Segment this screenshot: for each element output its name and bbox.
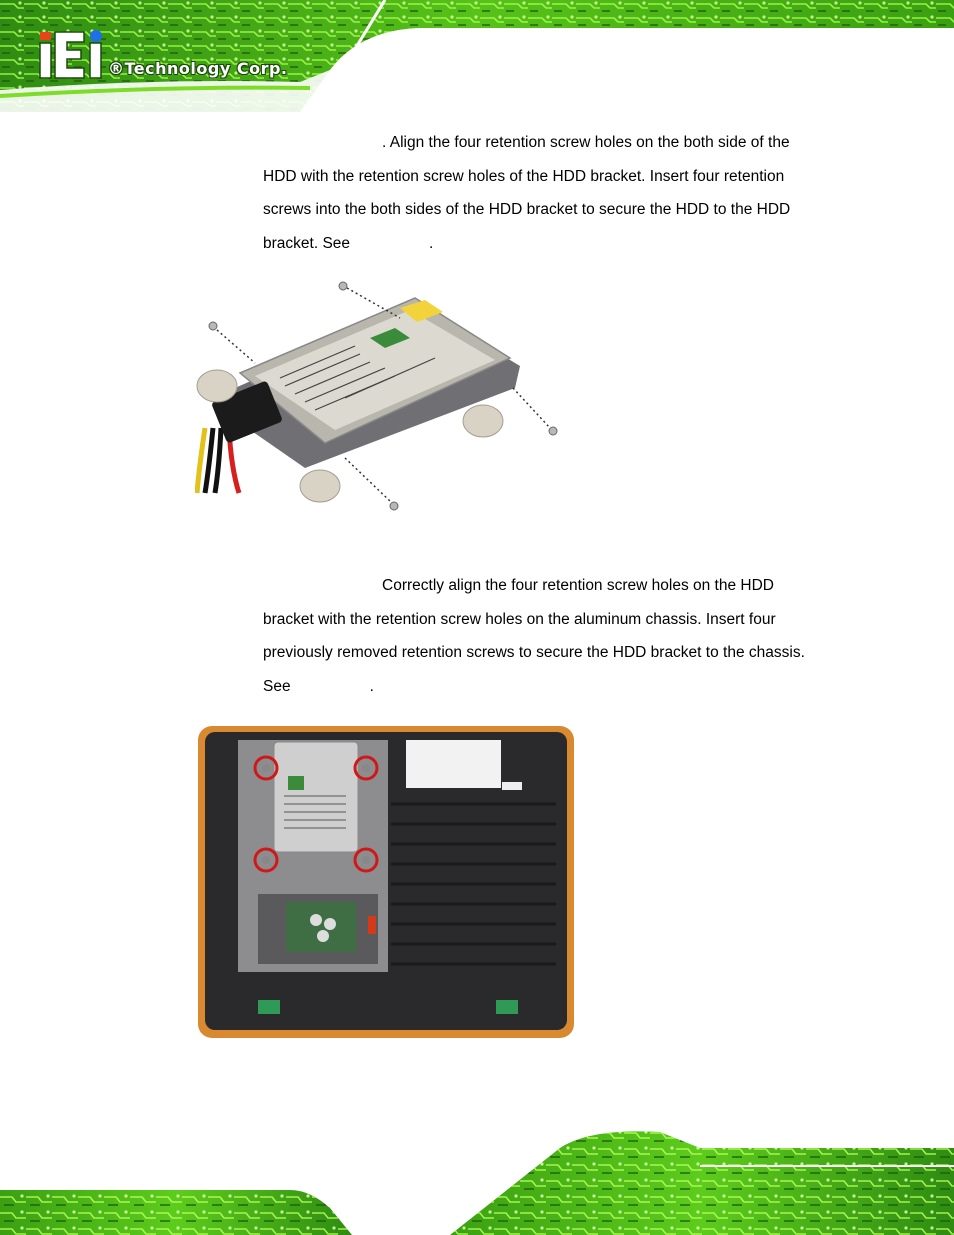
step2-line-2: bracket with the retention screw holes on the aluminum chassis. Insert four [263,610,776,628]
step2-line-1: Correctly align the four retention screw holes on the HDD [382,577,774,594]
step2-paragraph [263,569,823,703]
iei-logo-letters [38,28,108,80]
step2-line-3: previously removed retention screws to secure the HDD bracket to the chassis. [263,644,805,662]
hdd-bracket-figure [195,278,565,514]
footer-banner [0,1128,954,1235]
step1-line-1: . Align the four retention screw holes on the both side of the [382,134,790,151]
chassis-hdd-installed-figure [196,724,576,1040]
step1-line-2: HDD with the retention screw holes of the HDD bracket. Insert four retention [263,167,785,185]
step2-line-4: See . [263,677,374,695]
company-logo [38,28,298,84]
step1-line-3: screws into the both sides of the HDD bracket to secure the HDD to the HDD [263,201,791,219]
step1-paragraph [263,126,823,260]
step1-line-4: bracket. See . [263,234,434,252]
logo-subtitle: ®Technology Corp. [108,59,288,78]
